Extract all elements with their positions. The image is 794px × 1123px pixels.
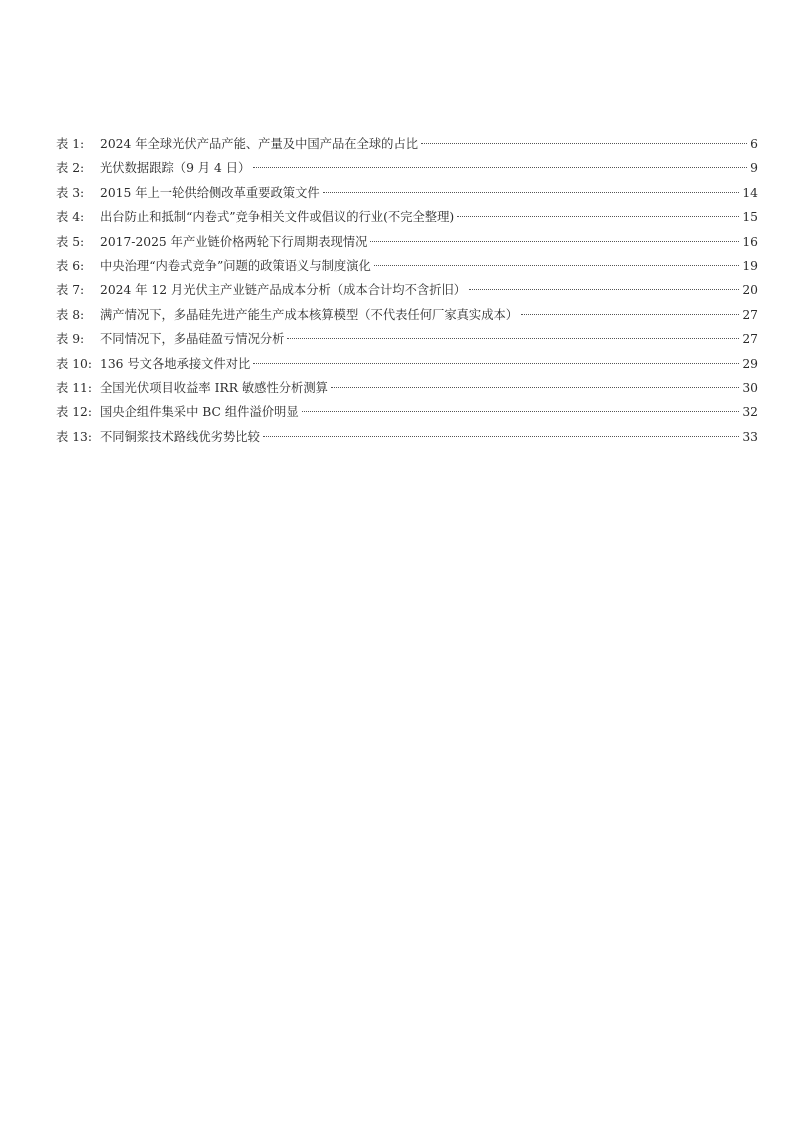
toc-entry[interactable] <box>56 181 758 205</box>
toc-entry-page: 15 <box>742 210 758 225</box>
toc-entry[interactable] <box>56 254 758 278</box>
toc-entry-label: 表 11: <box>56 380 92 395</box>
toc-entry-page: 33 <box>742 429 758 444</box>
toc-entry-title: 2017-2025 年产业链价格两轮下行周期表现情况 <box>100 234 368 249</box>
toc-dot-leader <box>469 289 739 290</box>
toc-entry[interactable] <box>56 425 758 449</box>
toc-entry-page: 6 <box>750 137 758 151</box>
toc-entry-title: 光伏数据跟踪（9 月 4 日） <box>100 161 251 176</box>
toc-entry-label: 表 3: <box>56 185 85 200</box>
toc-entry-label: 表 5: <box>56 234 85 249</box>
toc-dot-leader <box>253 363 739 364</box>
toc-dot-leader <box>457 216 739 217</box>
toc-entry-page: 29 <box>742 356 758 371</box>
toc-entry-title: 全国光伏项目收益率 IRR 敏感性分析测算 <box>100 380 328 395</box>
toc-entry-title: 不同铜浆技术路线优劣势比较 <box>100 429 260 444</box>
toc-entry[interactable] <box>56 132 758 156</box>
toc-entry-label: 表 8: <box>56 307 85 322</box>
toc-dot-leader <box>331 387 739 388</box>
toc-entry[interactable] <box>56 205 758 229</box>
toc-entry[interactable] <box>56 376 758 400</box>
toc-entry-title: 国央企组件集采中 BC 组件溢价明显 <box>100 405 299 420</box>
toc-entry-label: 表 4: <box>56 210 85 225</box>
toc-entry-label: 表 10: <box>56 356 92 371</box>
toc-entry-label: 表 2: <box>56 161 85 176</box>
toc-entry[interactable] <box>56 278 758 302</box>
toc-entry-label: 表 1: <box>56 137 85 151</box>
toc-dot-leader <box>421 143 747 144</box>
toc-entry-label: 表 9: <box>56 332 85 347</box>
toc-entry-title: 2024 年 12 月光伏主产业链产品成本分析（成本合计均不含折旧） <box>100 283 467 298</box>
table-of-figures <box>56 132 758 449</box>
toc-entry-page: 32 <box>742 405 758 420</box>
toc-entry-page: 27 <box>742 307 758 322</box>
toc-dot-leader <box>287 338 739 339</box>
toc-dot-leader <box>323 192 740 193</box>
toc-entry-title: 不同情况下，多晶硅盈亏情况分析 <box>100 332 285 347</box>
toc-entry-page: 30 <box>742 380 758 395</box>
toc-entry-label: 表 7: <box>56 283 85 298</box>
toc-entry[interactable] <box>56 400 758 424</box>
toc-entry-page: 14 <box>742 185 758 200</box>
toc-entry-title: 中央治理“内卷式竞争”问题的政策语义与制度演化 <box>100 258 371 273</box>
toc-entry-label: 表 13: <box>56 429 92 444</box>
toc-entry-page: 9 <box>750 161 758 176</box>
toc-entry-title: 出台防止和抵制“内卷式”竞争相关文件或倡议的行业(不完全整理) <box>100 210 455 225</box>
toc-entry-title: 满产情况下，多晶硅先进产能生产成本核算模型（不代表任何厂家真实成本） <box>100 307 519 322</box>
toc-entry-page: 16 <box>742 234 758 249</box>
toc-entry-title: 2015 年上一轮供给侧改革重要政策文件 <box>100 185 320 200</box>
toc-entry[interactable] <box>56 327 758 351</box>
toc-entry[interactable] <box>56 156 758 180</box>
toc-dot-leader <box>370 241 739 242</box>
toc-entry-label: 表 12: <box>56 405 92 420</box>
toc-entry-page: 27 <box>742 332 758 347</box>
toc-entry[interactable] <box>56 230 758 254</box>
toc-entry-page: 20 <box>742 283 758 298</box>
toc-dot-leader <box>521 314 739 315</box>
toc-entry[interactable] <box>56 352 758 376</box>
toc-entry-title: 2024 年全球光伏产品产能、产量及中国产品在全球的占比 <box>100 137 419 151</box>
toc-entry[interactable] <box>56 303 758 327</box>
toc-dot-leader <box>253 167 747 168</box>
toc-entry-page: 19 <box>742 258 758 273</box>
toc-entry-title: 136 号文各地承接文件对比 <box>100 356 251 371</box>
toc-dot-leader <box>374 265 740 266</box>
toc-dot-leader <box>302 411 740 412</box>
toc-entry-label: 表 6: <box>56 258 85 273</box>
toc-dot-leader <box>263 436 739 437</box>
